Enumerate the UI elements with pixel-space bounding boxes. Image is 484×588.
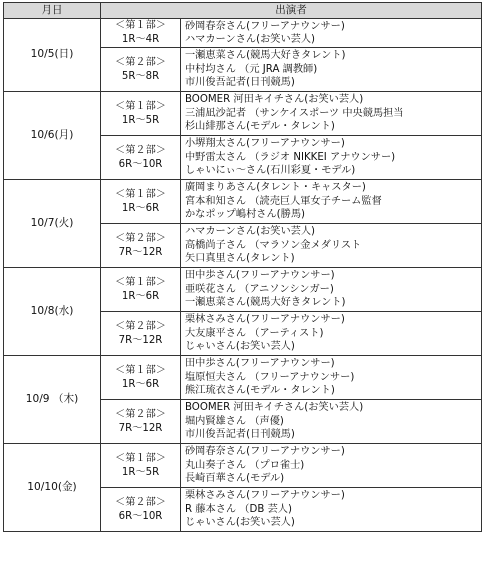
header-performers: 出演者: [101, 3, 482, 19]
performers-cell: [181, 136, 482, 180]
schedule-row: [4, 19, 482, 48]
performer-name: 中村均さん （元 JRA 調教師): [185, 63, 318, 75]
performer-name: ハマカーンさん(お笑い芸人): [185, 34, 315, 45]
part-cell: [101, 356, 181, 400]
performer-name: 高橋尚子さん （マラソン金メダリスト: [185, 239, 362, 251]
performer-name: しゃいにぃ～さん(石川彩夏・モデル): [185, 165, 356, 177]
race-range: 1R～5R: [121, 114, 160, 126]
performer-name: 小堺翔太さん(フリーアナウンサー): [185, 138, 345, 150]
race-range: 6R～10R: [118, 158, 163, 170]
date-cell: 10/5(日): [4, 19, 101, 92]
schedule-row: [4, 92, 482, 136]
performer-name: 砂岡春奈さん(フリーアナウンサー): [185, 446, 345, 458]
performers-cell: [181, 356, 482, 400]
performer-name: 市川俊吾記者(日刊競馬): [185, 77, 295, 89]
date-cell: 10/6(月): [4, 92, 101, 180]
performer-name: 長崎百華さん(モデル): [185, 473, 285, 485]
performers-cell: [181, 180, 482, 224]
part-name: ＜第１部＞: [115, 276, 166, 288]
performer-name: 中野雷太さん （ラジオ NIKKEI アナウンサー): [185, 151, 396, 163]
schedule-row: [4, 180, 482, 224]
race-range: 6R～10R: [118, 510, 163, 522]
date-cell: 10/10(金): [4, 444, 101, 532]
performer-name: 三浦凪沙記者 （サンケイスポーツ 中央競馬担当: [185, 107, 404, 119]
part-cell: [101, 48, 181, 92]
date-cell: 10/8(水): [4, 268, 101, 356]
part-cell: [101, 19, 181, 48]
performer-name: BOOMER 河田キイチさん(お笑い芸人): [185, 94, 364, 106]
race-range: 1R～6R: [121, 202, 160, 214]
performer-name: 亜咲花さん （アニソンシンガー): [185, 283, 334, 295]
performer-name: 塩原恒夫さん （フリーアナウンサー): [185, 371, 355, 383]
part-name: ＜第１部＞: [115, 452, 166, 464]
performer-name: じゃいさん(お笑い芸人): [185, 341, 295, 353]
race-range: 7R～12R: [118, 422, 163, 434]
part-cell: [101, 268, 181, 312]
performer-name: 大友康平さん （アーティスト): [185, 327, 324, 339]
performer-name: 砂岡春奈さん(フリーアナウンサー): [185, 20, 345, 32]
performer-name: 田中歩さん(フリーアナウンサー): [185, 270, 335, 282]
part-name: ＜第２部＞: [115, 56, 166, 68]
part-name: ＜第２部＞: [115, 144, 166, 156]
schedule-sheet: [3, 2, 481, 532]
part-cell: [101, 444, 181, 488]
part-cell: [101, 136, 181, 180]
part-name: ＜第２部＞: [115, 408, 166, 420]
performers-cell: [181, 400, 482, 444]
performers-cell: [181, 92, 482, 136]
race-range: 1R～5R: [121, 466, 160, 478]
performer-name: 一瀬恵菜さん(競馬大好きタレント): [185, 50, 346, 62]
date-cell: 10/9 （木): [4, 356, 101, 444]
header-date: 月日: [4, 3, 101, 19]
date-cell: 10/7(火): [4, 180, 101, 268]
performer-name: 矢口真里さん(タレント): [185, 253, 295, 265]
performer-name: 堀内賢雄さん （声優): [185, 415, 284, 427]
part-name: ＜第１部＞: [115, 20, 166, 31]
performers-cell: [181, 48, 482, 92]
performers-cell: [181, 312, 482, 356]
performer-schedule-table: [3, 2, 482, 532]
performer-name: ハマカーンさん(お笑い芸人): [185, 226, 315, 238]
part-name: ＜第２部＞: [115, 320, 166, 332]
performer-name: 廣岡まりあさん(タレント・キャスター): [185, 182, 366, 194]
part-name: ＜第１部＞: [115, 188, 166, 200]
schedule-row: [4, 356, 482, 400]
performer-name: R 藤本さん （DB 芸人): [185, 503, 292, 515]
race-range: 1R～4R: [121, 34, 160, 45]
performer-name: じゃいさん(お笑い芸人): [185, 517, 295, 529]
part-name: ＜第１部＞: [115, 100, 166, 112]
part-cell: [101, 224, 181, 268]
performer-name: 宮本和知さん （読売巨人軍女子チーム監督: [185, 195, 382, 207]
performer-name: 一瀬恵菜さん(競馬大好きタレント): [185, 297, 346, 309]
part-cell: [101, 488, 181, 532]
performer-name: 田中歩さん(フリーアナウンサー): [185, 358, 335, 370]
part-cell: [101, 400, 181, 444]
race-range: 1R～6R: [121, 290, 160, 302]
performer-name: 栗林さみさん(フリーアナウンサー): [185, 490, 345, 502]
performers-cell: [181, 268, 482, 312]
performer-name: 栗林さみさん(フリーアナウンサー): [185, 314, 345, 326]
performer-name: かなポップ嶋村さん(勝馬): [185, 209, 306, 221]
part-cell: [101, 312, 181, 356]
race-range: 5R～8R: [121, 70, 160, 82]
part-name: ＜第２部＞: [115, 232, 166, 244]
part-cell: [101, 180, 181, 224]
header-row: [4, 3, 482, 19]
performers-cell: [181, 19, 482, 48]
performer-name: 杉山緋那さん(モデル・タレント): [185, 121, 335, 133]
race-range: 7R～12R: [118, 246, 163, 258]
performers-cell: [181, 444, 482, 488]
schedule-row: [4, 444, 482, 488]
part-cell: [101, 92, 181, 136]
part-name: ＜第２部＞: [115, 496, 166, 508]
race-range: 7R～12R: [118, 334, 163, 346]
performer-name: 市川俊吾記者(日刊競馬): [185, 429, 295, 441]
performer-name: BOOMER 河田キイチさん(お笑い芸人): [185, 402, 364, 414]
schedule-body: [4, 19, 482, 532]
performer-name: 丸山奏子さん （プロ雀士): [185, 459, 305, 471]
performer-name: 熊江琉衣さん(モデル・タレント): [185, 385, 335, 397]
schedule-row: [4, 268, 482, 312]
performers-cell: [181, 488, 482, 532]
performers-cell: [181, 224, 482, 268]
race-range: 1R～6R: [121, 378, 160, 390]
part-name: ＜第１部＞: [115, 364, 166, 376]
